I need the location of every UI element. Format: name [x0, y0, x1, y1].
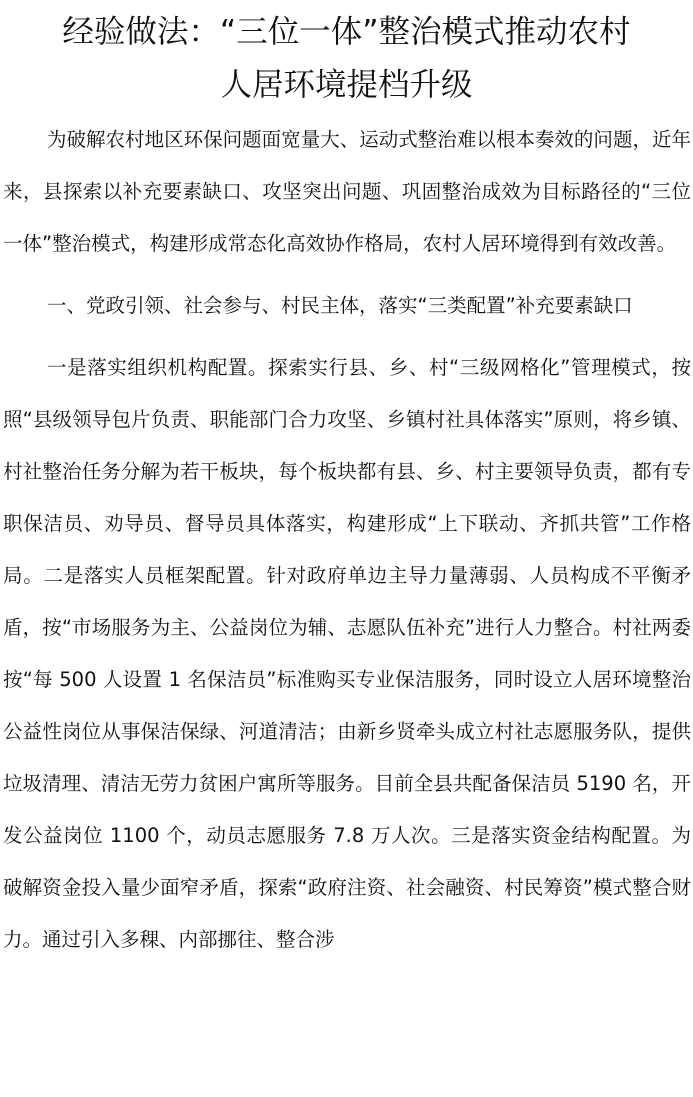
section-1-paragraph: 一是落实组织机构配置。探索实行县、乡、村“三级网格化”管理模式，按照“县级领导包片负责、职能部门合力攻坚、乡镇村社具体落实”原则，将乡镇、村社整治任务分解为若干板块，每个板块都有县、乡、村主要领导负责，都有专职保洁员、劝导员、督导员具体落实，构建形成“上下联动、齐抓共管”工作格局。二是落实人员框架配置。针对政府单边主导力量薄弱、人员构成不平衡矛盾，按“市场服务为主、公益岗位为辅、志愿队伍补充”进行人力整合。村社两委按“每 500 人设置 1 名保洁员”标准购买专业保洁服务，同时设立人居环境整治公益性岗位从事保洁保绿、河道清洁；由新乡贤牵头成立村社志愿服务队，提供垃圾清理、清洁无劳力贫困户寓所等服务。目前全县共配备保洁员 5190 名，开发公益岗位 1100 个，动员志愿服务 7.8 万人次。三是落实资金结构配置。为破解资金投入量少面窄矛盾，探索“政府注资、社会融资、村民筹资”模式整合财力。通过引入多稞、内部挪往、整合涉 [3, 356, 691, 951]
document-body [3, 114, 691, 966]
intro-paragraph: 为破解农村地区环保问题面宽量大、运动式整治难以根本奏效的问题，近年来，县探索以补充要素缺口、攻坚突出问题、巩固整治成效为目标路径的“三位一体”整治模式，构建形成常态化高效协作格局，农村人居环境得到有效改善。 [3, 128, 691, 255]
title-line-2: 人居环境提档升级 [220, 67, 473, 103]
title-line-1: 经验做法：“三位一体”整治模式推动农村 [62, 14, 631, 50]
document-title [0, 0, 693, 112]
section-heading-1: 一、党政引领、社会参与、村民主体，落实“三类配置”补充要素缺口 [47, 294, 633, 317]
